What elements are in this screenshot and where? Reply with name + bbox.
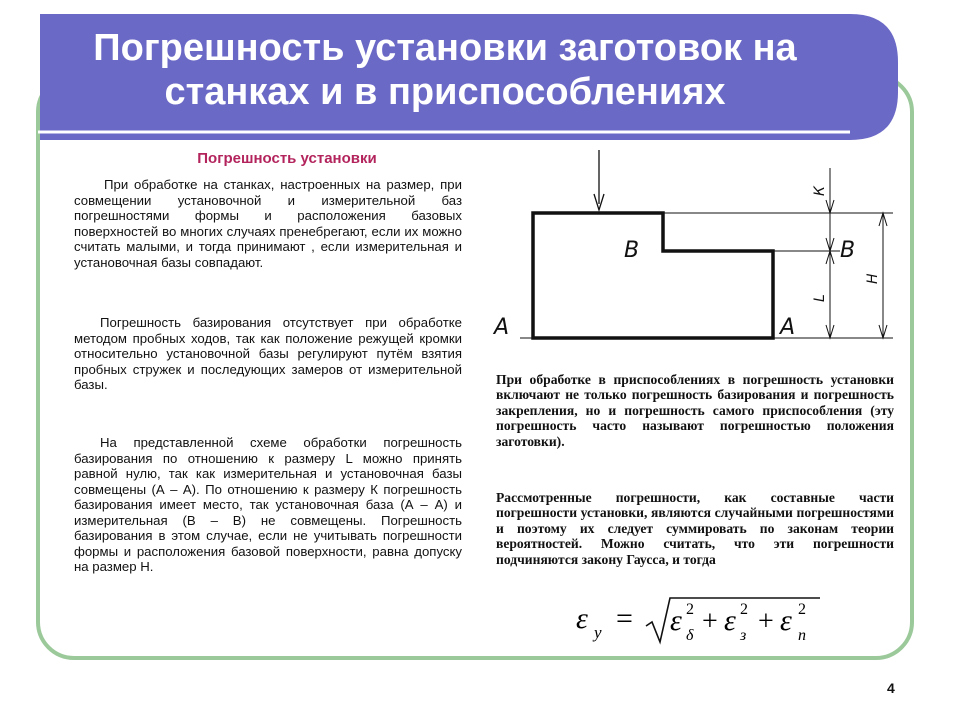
label-k: К [812,186,828,196]
term3-sup: 2 [798,601,806,618]
label-b-right: В [840,238,856,263]
term3-sub: п [798,627,806,644]
page-number: 4 [887,680,895,696]
term2-sub: з [740,627,747,644]
label-b-left: В [624,238,640,263]
label-l: L [812,294,828,302]
formula-lhs: ε [576,602,588,635]
slide-title-line-1: Погрешность установки заготовок на [93,27,797,69]
formula-lhs-sub: у [594,623,602,642]
term2-base: ε [724,604,736,637]
term1-sub: δ [686,627,694,644]
label-a-left: А [494,315,510,340]
workpiece-outline [533,213,773,338]
left-paragraph-3: На представленной схеме обработки погрешность базирования по отношению к размеру L можно принять равной нулю, так как измерительная и установочная базы совмещены (А – А). По отношению к размеру К погрешность базирования имеет место, так установочная база (А – А) и измерительная (В – В) не совмещены. Погрешность базирования в этом случае, если не учитывать погрешности формы и расположения базовой поверхности, равна допуску на размер Н. [74,435,462,574]
term1-sup: 2 [686,601,694,618]
term3-base: ε [780,604,792,637]
section-subtitle: Погрешность установки [197,150,377,167]
left-paragraph-2: Погрешность базирования отсутствует при обработке методом пробных ходов, так как положение режущей кромки относительно установочной базы регулируют путём взятия пробных стружек и последующих замеров от измерительной базы. [74,315,462,392]
plus-2: + [758,606,774,637]
right-paragraph-1: При обработке в приспособлениях в погрешность установки включают не только погрешность базирования и погрешность закрепления, но и погрешность самого приспособления (эту погрешность часто называют погрешностью положения заготовки). [496,372,894,449]
right-paragraph-2: Рассмотренные погрешности, как составные части погрешности установки, являются случайными погрешностями и поэтому их следует суммировать по законам теории вероятностей. Можно считать, что эти погрешности подчиняются закону Гаусса, и тогда [496,490,894,567]
formula-equals: = [616,602,633,635]
gauss-formula [570,592,830,648]
label-h: Н [865,273,881,284]
label-a-right: А [780,315,796,340]
left-paragraph-1: При обработке на станках, настроенных на размер, при совмещении установочной и измерительной баз погрешностями формы и расположения базовых поверхностей во многих случаях пренебрегают, если их можно считать малыми, и тогда принимают , если измерительная и установочная базы совпадают. [74,177,462,270]
term1-base: ε [670,604,682,637]
slide-title-line-2: станках и в приспособлениях [164,71,726,113]
term2-sup: 2 [740,601,748,618]
plus-1: + [702,606,718,637]
